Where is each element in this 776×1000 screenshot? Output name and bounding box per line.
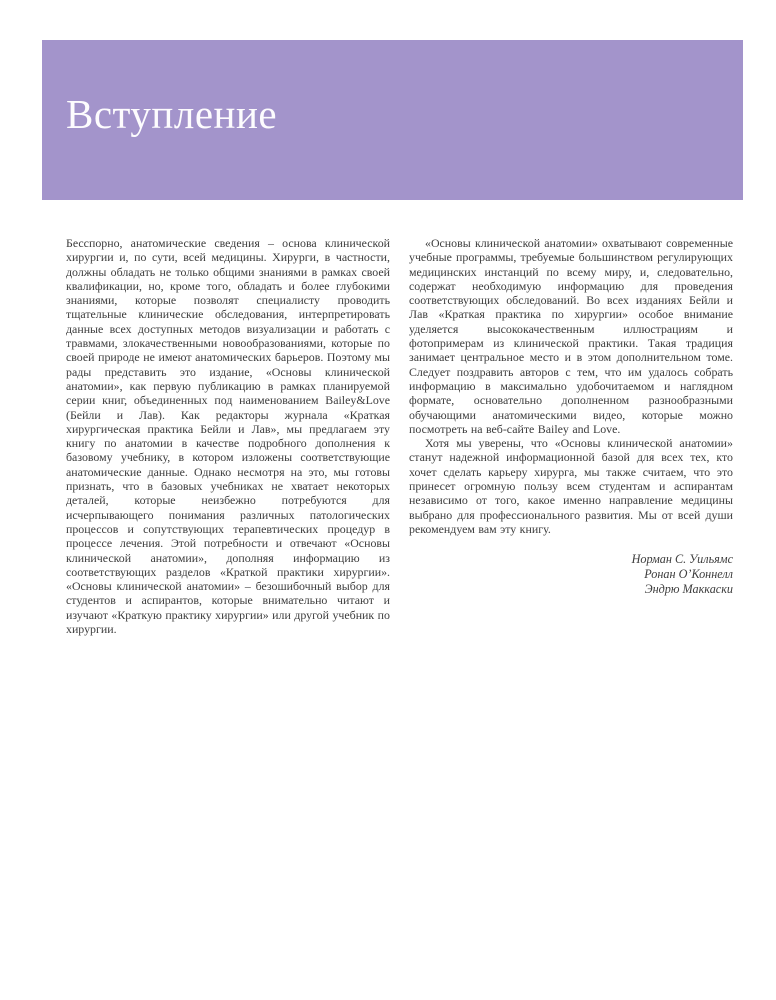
text-columns	[66, 236, 733, 636]
signature-line: Эндрю Маккаски	[644, 581, 733, 596]
signature-block	[409, 552, 733, 596]
paragraph: Хотя мы уверены, что «Основы клинической анатомии» станут надежной информационной базой для всех тех, кто хочет сделать карьеру хирурга, мы также считаем, что это принесет огромную пользу всем студентам и аспирантам независимо от того, какое именно направление медицины выбрано для профессионального развития. Мы от всей души рекомендуем вам эту книгу.	[409, 436, 733, 536]
page-title: Вступление	[66, 91, 278, 137]
left-column	[66, 236, 390, 636]
title-banner	[42, 40, 743, 200]
paragraph: Бесспорно, анатомические сведения – основа клинической хирургии и, по сути, всей медицины. Хирурги, в частности, должны обладать не только общими знаниями в рамках своей квалификации, но, кроме того, обладать и более глубокими знаниями, которые позволят специалисту проводить тщательные клинические обследования, интерпретировать данные всех доступных методов визуализации и работать с травмами, злокачественными новообразованиями, которые по своей природе не имеют анатомических барьеров. Поэтому мы рады представить это издание, «Основы клинической анатомии», как первую публикацию в рамках планируемой серии книг, объединенных под наименованием Bailey&Love (Бейли и Лав). Как редакторы журнала «Краткая хирургическая практика Бейли и Лав», мы предлагаем эту книгу по анатомии в качестве подробного дополнения к базовому учебнику, в котором изложены соответствующие анатомические данные. Однако несмотря на это, мы готовы признать, что в базовых учебниках не хватает некоторых деталей, которые неизбежно потребуются для исчерпывающего понимания различных патологических процессов и сопутствующих терапевтических процедур в процессе лечения. Этой потребности и отвечают «Основы клинической анатомии», дополняя информацию из соответствующих разделов «Краткой практики хирургии». «Основы клинической анатомии» – безошибочный выбор для студентов и аспирантов, которые внимательно читают и изучают «Краткую практику хирургии» или другой учебник по хирургии.	[66, 236, 390, 637]
signature-line: Норман С. Уильямс	[631, 552, 733, 567]
right-column	[409, 236, 733, 636]
signature-line: Ронан О’Коннелл	[644, 567, 733, 582]
paragraph: «Основы клинической анатомии» охватывают современные учебные программы, требуемые большинством регулирующих медицинских инстанций по всему миру, и, следовательно, содержат необходимую информацию для проведения соответствующих обследований. Во всех изданиях Бейли и Лав «Краткая практика по хирургии» особое внимание уделяется высококачественным иллюстрациям и фотопримерам из клинической практики. Такая традиция занимает центральное место и в этом дополнительном томе. Следует поздравить авторов с тем, что им удалось собрать информацию в максимально удобочитаемом и наглядном формате, основательно дополненном разнообразными обучающими анатомическими видео, которые можно посмотреть на веб-сайте Bailey and Love.	[409, 236, 733, 436]
